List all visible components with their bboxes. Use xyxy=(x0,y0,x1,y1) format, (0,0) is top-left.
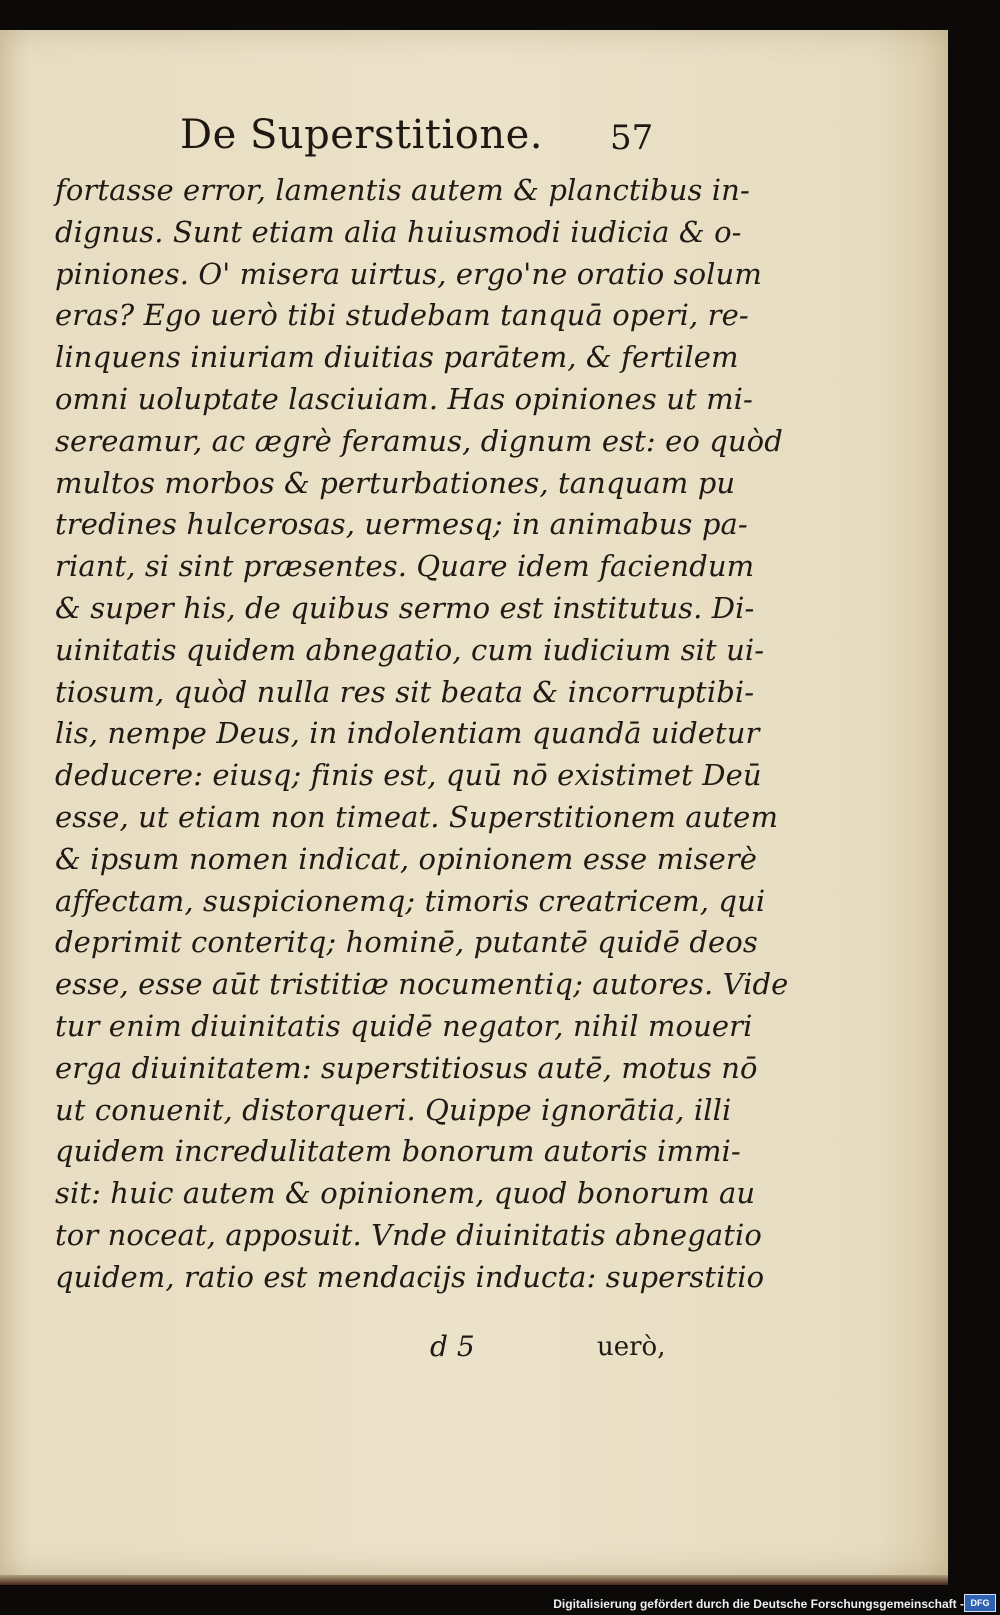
text-line: deprimit conteritq; hominē, putantē quidē deos xyxy=(55,925,758,960)
text-line: esse, esse aūt tristitiæ nocumentiq; autores. Vide xyxy=(55,967,789,1002)
text-line: eras? Ego uerò tibi studebam tanquā operi, re- xyxy=(55,298,749,333)
page-footer xyxy=(0,1330,948,1370)
text-line: fortasse error, lamentis autem & planctibus in- xyxy=(55,173,750,207)
text-line: linquens iniuriam diuitias parātem, & fertilem xyxy=(55,340,739,375)
text-line: & ipsum nomen indicat, opinionem esse miserè xyxy=(55,841,758,876)
page-number: 57 xyxy=(610,118,654,158)
book-page xyxy=(0,30,948,1575)
text-line: esse, ut etiam non timeat. Superstitionem autem xyxy=(55,799,779,834)
text-line: tiosum, quòd nulla res sit beata & incorruptibi- xyxy=(55,674,755,709)
text-line: & super his, de quibus sermo est institutus. Di- xyxy=(55,590,755,625)
text-line: riant, si sint præsentes. Quare idem faciendum xyxy=(55,549,755,584)
text-line: tur enim diuinitatis quidē negator, nihil moueri xyxy=(55,1008,753,1043)
text-line: quidem, ratio est mendacijs inducta: superstitio xyxy=(55,1259,765,1294)
text-line: lis, nempe Deus, in indolentiam quandā uidetur xyxy=(55,716,760,751)
page-edge xyxy=(0,1575,948,1585)
text-line: dignus. Sunt etiam alia huiusmodi iudicia & o- xyxy=(55,214,742,249)
text-line: deducere: eiusq; finis est, quū nō existimet Deū xyxy=(55,758,762,793)
running-title: De Superstitione. xyxy=(180,112,544,158)
text-line: multos morbos & perturbationes, tanquam pu xyxy=(55,465,736,500)
text-line: affectam, suspicionemq; timoris creatricem, qui xyxy=(55,883,766,918)
page-header xyxy=(0,112,948,172)
text-line: uinitatis quidem abnegatio, cum iudicium sit ui- xyxy=(55,632,765,667)
text-line: piniones. O' misera uirtus, ergo'ne oratio solum xyxy=(55,256,762,291)
text-line: sereamur, ac ægrè feramus, dignum est: eo quòd xyxy=(55,423,783,458)
digitization-credit: Digitalisierung gefördert durch die Deutsche Forschungsgemeinschaft - xyxy=(553,1597,964,1611)
text-line: tor noceat, apposuit. Vnde diuinitatis abnegatio xyxy=(55,1217,762,1252)
text-line: tredines hulcerosas, uermesq; in animabus pa- xyxy=(55,507,748,542)
text-line: omni uoluptate lasciuiam. Has opiniones ut mi- xyxy=(55,381,753,416)
dfg-logo: DFG xyxy=(964,1594,996,1612)
text-line: ut conuenit, distorqueri. Quippe ignorātia, illi xyxy=(55,1092,732,1127)
body-text xyxy=(55,170,789,1299)
text-line: erga diuinitatem: superstitiosus autē, motus nō xyxy=(55,1050,758,1085)
signature-mark: d 5 xyxy=(430,1330,475,1363)
text-line: quidem incredulitatem bonorum autoris immi- xyxy=(55,1134,741,1169)
text-line: sit: huic autem & opinionem, quod bonorum au xyxy=(55,1176,756,1211)
catchword: uerò, xyxy=(597,1332,666,1362)
